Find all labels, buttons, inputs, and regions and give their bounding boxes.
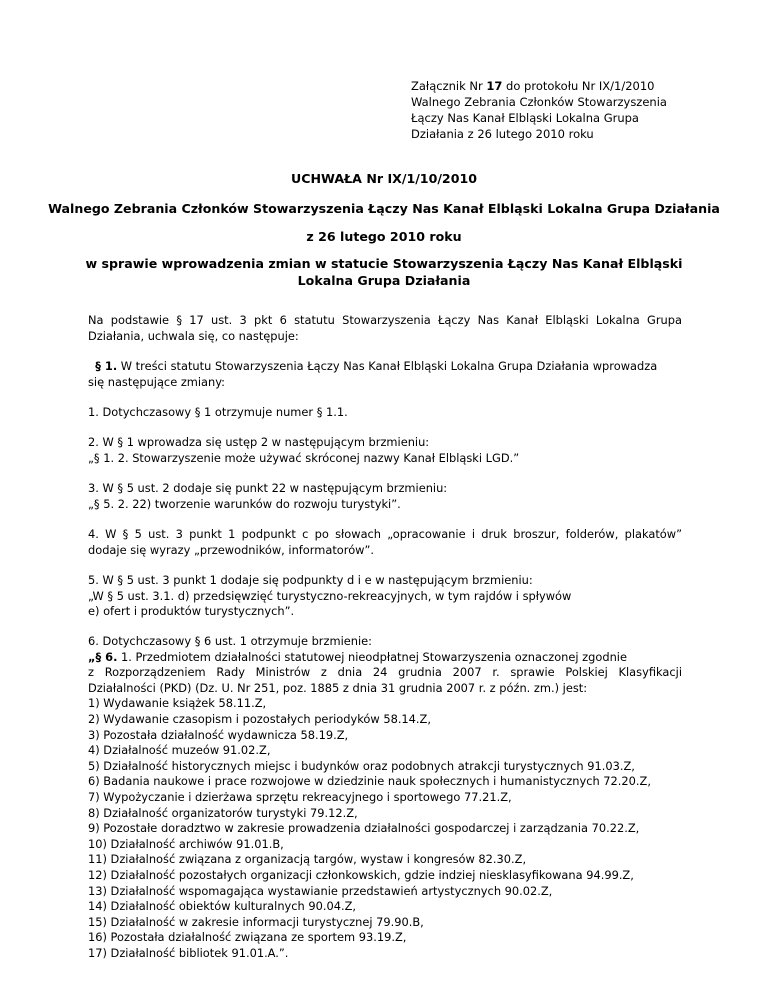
resolution-subtitle: Walnego Zebrania Członków Stowarzyszenia Łączy Nas Kanał Elbląski Lokalna Grupa Działania xyxy=(48,201,720,216)
resolution-title: UCHWAŁA Nr IX/1/10/2010 xyxy=(291,171,477,186)
pkd-list xyxy=(88,696,682,961)
pkd-list-item: 15) Działalność w zakresie informacji turystycznej 79.90.B, xyxy=(88,914,424,929)
pkd-list-item: 9) Pozostałe doradztwo w zakresie prowadzenia działalności gospodarczej i zarządzania 70.22.Z, xyxy=(88,821,640,836)
item-6-label: „§ 6. xyxy=(88,649,118,664)
paragraph-1-line-1: § 1. W treści statutu Stowarzyszenia Łączy Nas Kanał Elbląski Lokalna Grupa Działania wprowadza xyxy=(95,359,658,373)
pkd-list-item: 17) Działalność bibliotek 91.01.A.”. xyxy=(88,945,289,960)
annex-note xyxy=(411,78,667,142)
paragraph-1-label: § 1. xyxy=(95,359,118,373)
item-4: 4. W § 5 ust. 3 punkt 1 podpunkt c po słowach „opracowanie i druk broszur, folderów, plakatów” dodaje się wyrazy „przewodników, informatorów”. xyxy=(88,527,682,557)
item-1: 1. Dotychczasowy § 1 otrzymuje numer § 1.1. xyxy=(88,405,348,419)
pkd-list-item: 6) Badania naukowe i prace rozwojowe w dziedzinie nauk społecznych i humanistycznych 72.20.Z, xyxy=(88,774,651,789)
annex-line-4: Działania z 26 lutego 2010 roku xyxy=(411,127,594,141)
pkd-list-item: 14) Działalność obiektów kulturalnych 90.04.Z, xyxy=(88,899,357,914)
annex-line-2: Walnego Zebrania Członków Stowarzyszenia xyxy=(411,95,667,109)
pkd-list-item: 3) Pozostała działalność wydawnicza 58.19.Z, xyxy=(88,727,349,742)
resolution-date: z 26 lutego 2010 roku xyxy=(306,229,462,244)
pkd-list-item: 12) Działalność pozostałych organizacji członkowskich, gdzie indziej niesklasyfikowana 94.99.Z, xyxy=(88,867,634,882)
annex-number: 17 xyxy=(486,79,503,93)
pkd-list-item: 5) Działalność historycznych miejsc i budynków oraz podobnych atrakcji turystycznych 91.03.Z, xyxy=(88,758,635,773)
pkd-list-item: 1) Wydawanie książek 58.11.Z, xyxy=(88,696,267,711)
paragraph-1-line-2: się następujące zmiany: xyxy=(88,374,226,389)
pkd-list-item: 11) Działalność związana z organizacją targów, wystaw i kongresów 82.30.Z, xyxy=(88,852,527,867)
pkd-list-item: 16) Pozostała działalność związana ze sportem 93.19.Z, xyxy=(88,930,407,945)
annex-line-3: Łączy Nas Kanał Elbląski Lokalna Grupa xyxy=(411,111,639,125)
item-6-line-2: „§ 6. 1. Przedmiotem działalności statutowej nieodpłatnej Stowarzyszenia oznaczonej zgodnie xyxy=(88,649,627,664)
item-5: 5. W § 5 ust. 3 punkt 1 dodaje się podpunkty d i e w następującym brzmieniu: „W § 5 ust. 3.1. d) przedsięwzięć turystyczno-rekreacyjnych, w tym rajdów i spływów e) ofert i produktów turystycznych”. xyxy=(88,573,572,619)
resolution-subject xyxy=(0,255,768,289)
pkd-list-item: 10) Działalność archiwów 91.01.B, xyxy=(88,836,284,851)
resolution-subject-line-1: w sprawie wprowadzenia zmian w statucie Stowarzyszenia Łączy Nas Kanał Elbląski xyxy=(85,256,683,271)
intro-line-1: Na podstawie § 17 ust. 3 pkt 6 statutu Stowarzyszenia Łączy Nas Kanał Elbląski Lokalna Grupa xyxy=(88,313,682,327)
pkd-list-item: 4) Działalność muzeów 91.02.Z, xyxy=(88,743,271,758)
intro-line-2: Działania, uchwala się, co następuje: xyxy=(88,328,299,343)
pkd-list-item: 2) Wydawanie czasopism i pozostałych periodyków 58.14.Z, xyxy=(88,711,431,726)
item-6: 6. Dotychczasowy § 6 ust. 1 otrzymuje brzmienie: „§ 6. 1. Przedmiotem działalności statutowej nieodpłatnej Stowarzyszenia oznaczonej zgodnie z Rozporządzeniem Rady Ministrów z dnia 24 grudnia 2007 r. sprawie Polskiej Klasyfikacji Działalności (PKD) (Dz. U. Nr 251, poz. 1885 z dnia 31 grudnia 2007 r. z późn. zm.) jest: 1) Wydawanie książek 58.11.Z, 2) Wydawanie czasopism i pozostałych periodyków 58.14.Z, 3) Pozostała działalność wydawnicza 58.19.Z, 4) Działalność muzeów 91.02.Z, 5) Działalność historycznych miejsc i budynków oraz podobnych atrakcji turystycznych 91.03.Z, 6) Badania naukowe i prace rozwojowe w dziedzinie nauk społecznych i humanistycznych 72.20.Z, 7) Wypożyczanie i dzierżawa sprzętu rekreacyjnego i sportowego 77.21.Z, 8) Działalność organizatorów turystyki 79.12.Z, 9) Pozostałe doradztwo w zakresie prowadzenia działalności gospodarczej i zarządzania 70.22.Z, 10) Działalność archiwów 91.01.B, 11) Działalność związana z organizacją targów, wystaw i kongresów 82.30.Z, 12) Działalność pozostałych organizacji członkowskich, gdzie indziej niesklasyfikowana 94.99.Z, 13) Działalność wspomagająca wystawianie przedstawień artystycznych 90.02.Z, 14) Działalność obiektów kulturalnych 90.04.Z, 15) Działalność w zakresie informacji turystycznej 79.90.B, 16) Pozostała działalność związana ze sportem 93.19.Z, 17) Działalność bibliotek 91.01.A.”. xyxy=(88,634,682,960)
item-3: 3. W § 5 ust. 2 dodaje się punkt 22 w następującym brzmieniu: „§ 5. 2. 22) tworzenie warunków do rozwoju turystyki”. xyxy=(88,481,448,511)
intro-paragraph xyxy=(88,313,682,344)
annex-line-1: Załącznik Nr 17 do protokołu Nr IX/1/2010 xyxy=(411,79,655,93)
resolution-subject-line-2: Lokalna Grupa Działania xyxy=(297,273,471,288)
paragraph-1 xyxy=(88,359,682,390)
item-2: 2. W § 1 wprowadza się ustęp 2 w następującym brzmieniu: „§ 1. 2. Stowarzyszenie może używać skróconej nazwy Kanał Elbląski LGD.” xyxy=(88,435,520,465)
pkd-list-item: 8) Działalność organizatorów turystyki 79.12.Z, xyxy=(88,805,358,820)
pkd-list-item: 13) Działalność wspomagająca wystawianie przedstawień artystycznych 90.02.Z, xyxy=(88,883,553,898)
pkd-list-item: 7) Wypożyczanie i dzierżawa sprzętu rekreacyjnego i sportowego 77.21.Z, xyxy=(88,789,512,804)
